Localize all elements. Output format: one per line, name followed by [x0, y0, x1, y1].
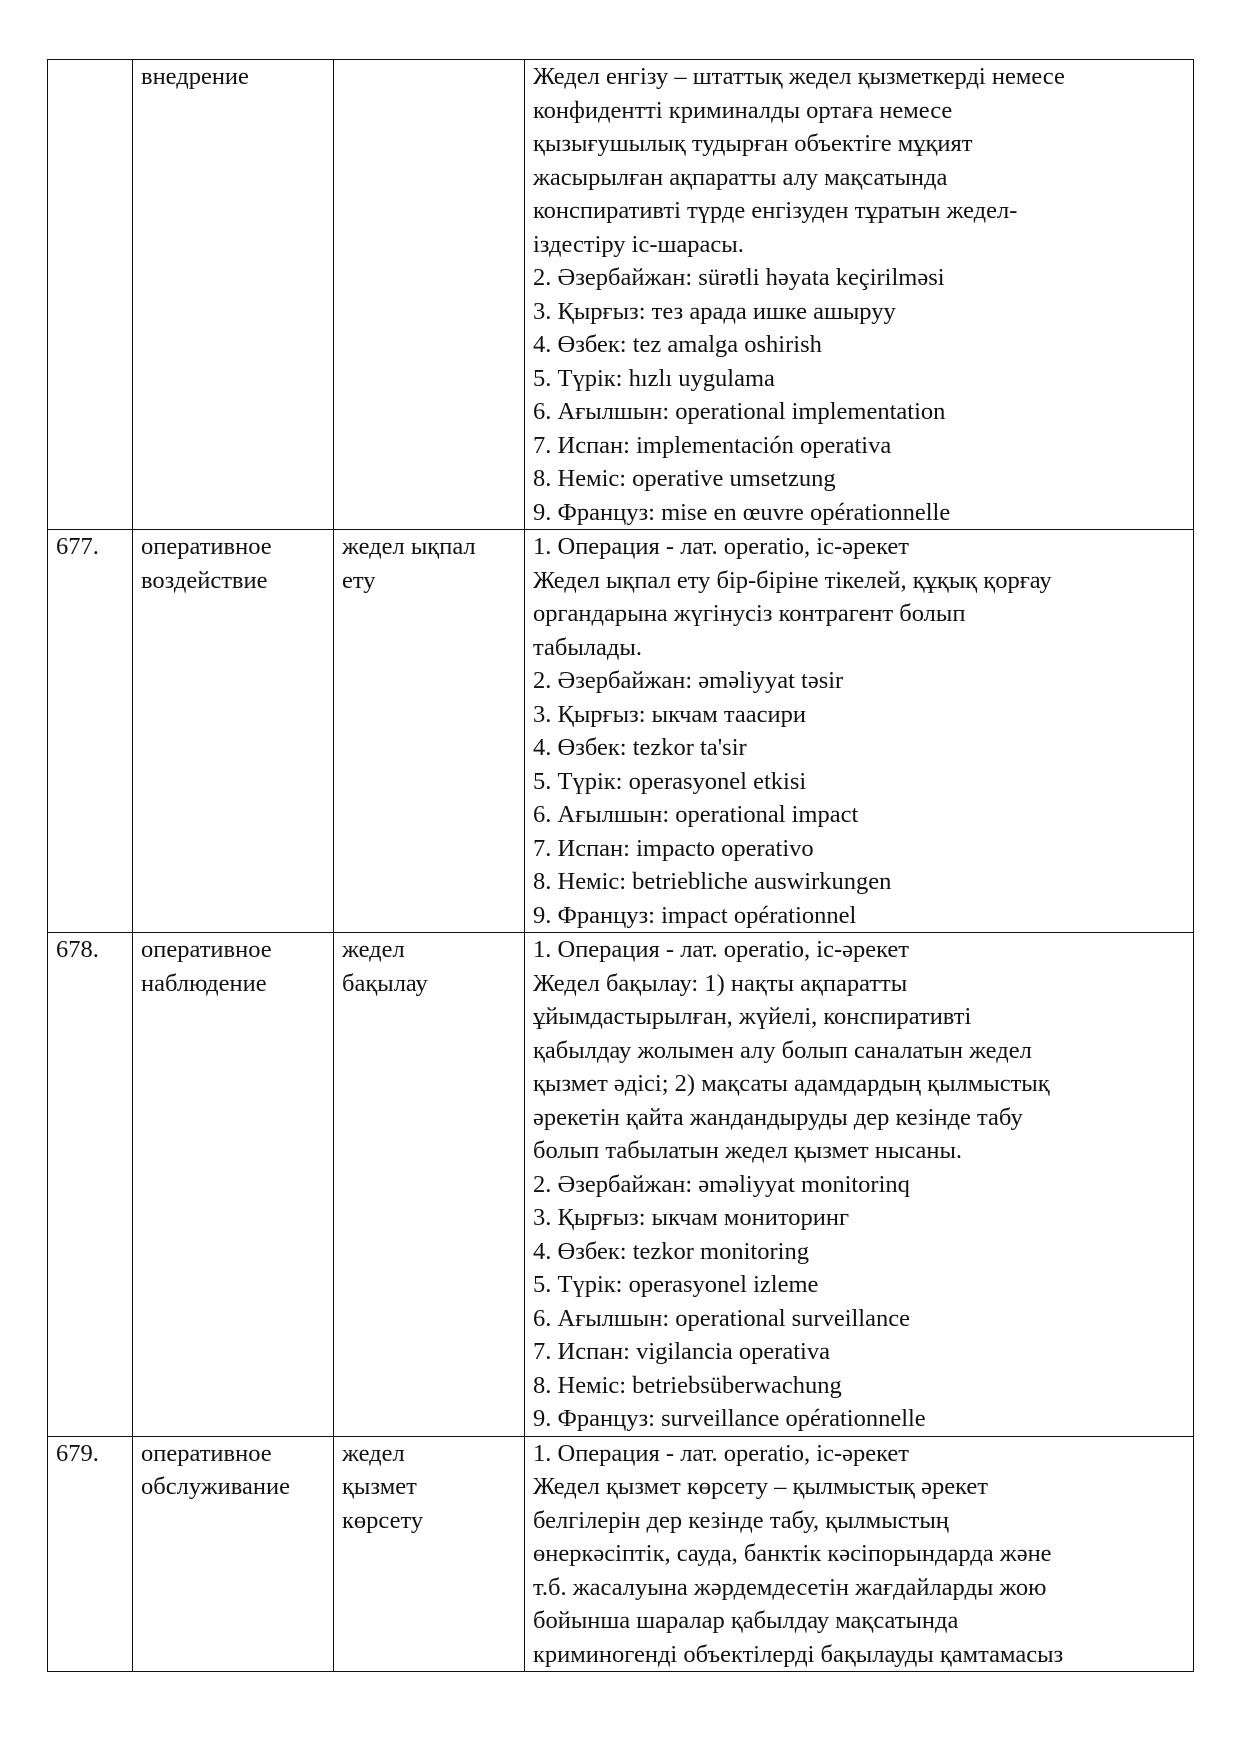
- definition-line: 6. Ағылшын: operational implementation: [533, 398, 946, 425]
- definition-line: өнеркәсіптік, сауда, банктік кәсіпорындарда және: [533, 1540, 1052, 1567]
- definition-line: 6. Ағылшын: operational surveillance: [533, 1304, 910, 1332]
- definition-line: 5. Түрік: hızlı uygulama: [533, 364, 775, 392]
- definition-cell: [525, 1436, 1194, 1672]
- definition-line: бойынша шаралар қабылдау мақсатында: [533, 1607, 959, 1634]
- definition-line: 8. Неміс: betriebliche auswirkungen: [533, 868, 892, 895]
- entry-number-cell: [48, 1436, 133, 1672]
- definition-line: криминогенді объектілерді бақылауды қамтамасыз: [533, 1640, 1064, 1668]
- definition-line: табылады.: [533, 633, 642, 661]
- definition-line: қызығушылық тудырған объектіге мұқият: [533, 130, 973, 157]
- definition-line: ұйымдастырылған, жүйелі, конспиративті: [533, 1003, 972, 1030]
- kazakh-term-line: жедел: [342, 1439, 405, 1467]
- definition-line: іздестіру іс-шарасы.: [533, 230, 744, 258]
- definition-line: 7. Испан: vigilancia operativa: [533, 1338, 830, 1365]
- definition-line: Жедел қызмет көрсету – қылмыстық әрекет: [533, 1473, 988, 1500]
- definition-line: 3. Қырғыз: ыкчам таасири: [533, 700, 807, 728]
- definition-line: 4. Өзбек: tezkor ta'sir: [533, 734, 747, 761]
- glossary-row: [48, 1436, 1194, 1672]
- entry-number: 677.: [56, 533, 99, 560]
- russian-term-line: оперативное: [141, 936, 272, 963]
- definition-line: конспиративті түрде енгізуден тұратын жедел-: [533, 197, 1018, 224]
- definition-line: белгілерін дер кезінде табу, қылмыстың: [533, 1506, 949, 1534]
- definition-line: Жедел ықпал ету бір-біріне тікелей, құқық қорғау: [533, 566, 1052, 594]
- definition-line: болып табылатын жедел қызмет нысаны.: [533, 1137, 963, 1164]
- entry-number-cell: [48, 530, 133, 933]
- definition-line: Жедел енгізу – штаттық жедел қызметкерді немесе: [533, 63, 1065, 90]
- definition-line: 5. Түрік: operasyonel izleme: [533, 1271, 819, 1298]
- russian-term-cell: [133, 1436, 334, 1672]
- definition-line: 9. Француз: mise en œuvre opérationnelle: [533, 498, 951, 526]
- definition-line: 4. Өзбек: tezkor monitoring: [533, 1237, 809, 1265]
- definition-line: жасырылған ақпаратты алу мақсатында: [533, 163, 948, 191]
- definition-line: 5. Түрік: operasyonel etkisi: [533, 767, 807, 795]
- kazakh-term-cell: [334, 60, 525, 530]
- russian-term-cell: [133, 530, 334, 933]
- russian-term-cell: [133, 933, 334, 1437]
- definition-line: 2. Әзербайжан: əməliyyat təsir: [533, 667, 844, 694]
- definition-line: 3. Қырғыз: ыкчам мониторинг: [533, 1204, 850, 1231]
- russian-term-line: наблюдение: [141, 969, 267, 997]
- definition-line: әрекетін қайта жандандыруды дер кезінде табу: [533, 1103, 1023, 1131]
- definition-cell: [525, 530, 1194, 933]
- glossary-row: [48, 933, 1194, 1437]
- russian-term-cell: [133, 60, 334, 530]
- definition-line: 1. Операция - лат. operatio, іс-әрекет: [533, 1439, 910, 1467]
- definition-line: конфидентті криминалды ортаға немесе: [533, 96, 953, 124]
- definition-line: Жедел бақылау: 1) нақты ақпаратты: [533, 969, 908, 997]
- definition-cell: [525, 933, 1194, 1437]
- russian-term-line: оперативное: [141, 533, 272, 560]
- definition-line: органдарына жүгінусіз контрагент болып: [533, 600, 966, 627]
- russian-term-line: воздействие: [141, 566, 268, 594]
- kazakh-term-cell: [334, 933, 525, 1437]
- definition-line: 9. Француз: surveillance opérationnelle: [533, 1405, 926, 1432]
- definition-line: 1. Операция - лат. operatio, іс-әрекет: [533, 936, 910, 963]
- definition-cell: [525, 60, 1194, 530]
- definition-line: 2. Әзербайжан: əməliyyat monitorinq: [533, 1170, 910, 1198]
- definition-line: 4. Өзбек: tez amalga oshirish: [533, 331, 822, 358]
- kazakh-term-cell: [334, 1436, 525, 1672]
- kazakh-term-line: жедел: [342, 936, 405, 963]
- definition-line: 7. Испан: implementación operativa: [533, 431, 892, 459]
- kazakh-term-line: қызмет: [342, 1473, 417, 1500]
- glossary-row: [48, 530, 1194, 933]
- entry-number: 679.: [56, 1439, 99, 1467]
- definition-line: 2. Әзербайжан: sürətli həyata keçirilməsi: [533, 264, 945, 291]
- glossary-body: [48, 60, 1194, 1672]
- kazakh-term-line: жедел ықпал: [342, 533, 476, 560]
- kazakh-term-cell: [334, 530, 525, 933]
- entry-number-cell: [48, 933, 133, 1437]
- kazakh-term-line: көрсету: [342, 1506, 424, 1534]
- definition-line: 6. Ағылшын: operational impact: [533, 801, 859, 828]
- glossary-table: [47, 59, 1194, 1672]
- definition-line: 3. Қырғыз: тез арада ишке ашыруу: [533, 297, 896, 325]
- definition-line: 8. Неміс: operative umsetzung: [533, 465, 836, 492]
- definition-line: 1. Операция - лат. operatio, іс-әрекет: [533, 533, 910, 560]
- russian-term-line: внедрение: [141, 63, 249, 90]
- definition-line: 7. Испан: impacto operativo: [533, 834, 814, 862]
- definition-line: қызмет әдісі; 2) мақсаты адамдардың қылмыстық: [533, 1070, 1050, 1097]
- definition-line: қабылдау жолымен алу болып саналатын жедел: [533, 1036, 1032, 1064]
- entry-number: 678.: [56, 936, 99, 963]
- glossary-row: [48, 60, 1194, 530]
- definition-line: 9. Француз: impact opérationnel: [533, 901, 857, 929]
- kazakh-term-line: бақылау: [342, 969, 428, 997]
- kazakh-term-line: ету: [342, 566, 376, 594]
- entry-number-cell: [48, 60, 133, 530]
- russian-term-line: обслуживание: [141, 1473, 290, 1500]
- definition-line: 8. Неміс: betriebsüberwachung: [533, 1371, 842, 1399]
- russian-term-line: оперативное: [141, 1439, 272, 1467]
- definition-line: т.б. жасалуына жәрдемдесетін жағдайларды жою: [533, 1573, 1047, 1601]
